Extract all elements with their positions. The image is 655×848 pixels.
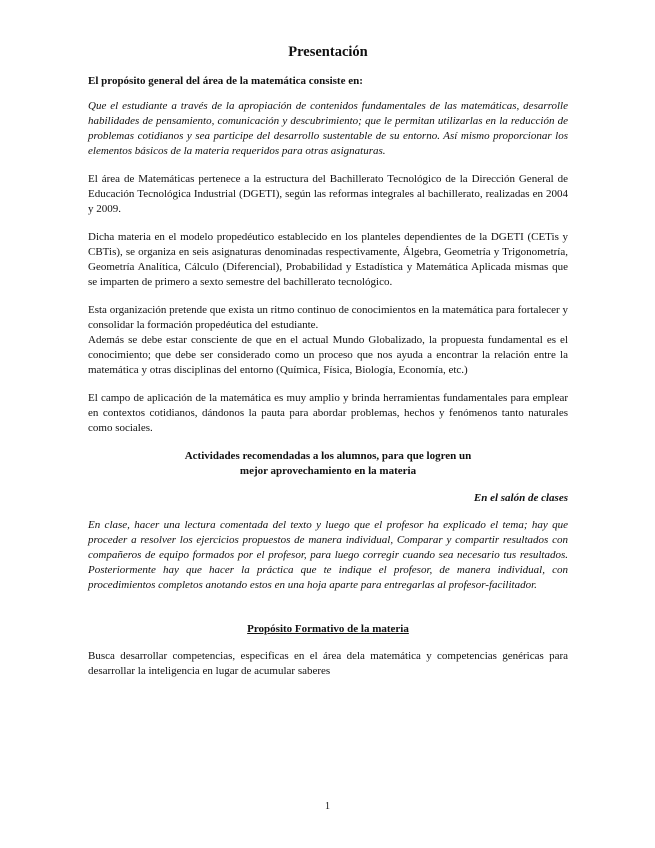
classroom-heading: En el salón de clases [473, 492, 568, 504]
activities-heading-line1: Actividades recomendadas a los alumnos, para que logren un [184, 450, 472, 462]
paragraph-organization: Esta organización pretende que exista un ritmo continuo de conocimientos en la matemática para fortalecer y consolidar la formación propedéutica del estudiante. [88, 304, 568, 331]
paragraph-globalization: Además se debe estar consciente de que en el actual Mundo Globalizado, la propuesta fundamental es el conocimiento; que debe ser considerado como un proceso que nos ayuda a encontrar la relación entre la matemática y otras disciplinas del entorno (Química, Física, Biología, Economía, etc.) [88, 334, 568, 376]
purpose-text: Que el estudiante a través de la apropiación de contenidos fundamentales de las matemáticas, desarrolle habilidades de pensamiento, comunicación y descubrimiento; que le permitan utilizarlas en la reducción de problemas cotidianos y sea participe del desarrollo sustentable de su entorno. Así mismo proporcionar los elementos básicos de la materia requeridos para otras asignaturas. [88, 100, 568, 157]
page-number: 1 [325, 801, 330, 812]
paragraph-structure: El área de Matemáticas pertenece a la estructura del Bachillerato Tecnológico de la Dirección General de Educación Tecnológica Industrial (DGETI), según las reformas integrales al bachillerato, realizadas en 2004 y 2009. [88, 173, 568, 215]
page-title: Presentación [288, 44, 368, 60]
paragraph-subjects: Dicha materia en el modelo propedéutico establecido en los planteles dependientes de la DGETI (CETis y CBTis), se organiza en seis asignaturas denominadas respectivamente, Álgebra, Geometría y Trigonometría, Geometría Analítica, Cálculo (Diferencial), Probabilidad y Estadística y Matemática Aplicada mismas que se imparten de primero a sexto semestre del bachillerato tecnológico. [88, 231, 568, 288]
purpose-heading: El propósito general del área de la matemática consiste en: [88, 75, 363, 87]
activities-heading [88, 449, 568, 479]
classroom-text: En clase, hacer una lectura comentada del texto y luego que el profesor ha explicado el tema; hay que proceder a resolver los ejercicios propuestos de manera individual, Comparar y compartir resultados con compañeros de equipo formados por el profesor, para luego corregir cuando sea necesario tus resultados. Posteriormente hay que hacer la práctica que te indique el profesor, de manera individual, con procedimientos completos anotando estos en una hoja aparte para entregarlas al profesor-facilitador. [88, 519, 568, 591]
formative-heading: Propósito Formativo de la materia [247, 623, 409, 635]
formative-text: Busca desarrollar competencias, especificas en el área dela matemática y competencias genéricas para desarrollar la inteligencia en lugar de acumular saberes [88, 650, 568, 677]
paragraph-application: El campo de aplicación de la matemática es muy amplio y brinda herramientas fundamentales para emplear en contextos cotidianos, dándonos la pauta para abordar problemas, hechos y fenómenos tanto naturales como sociales. [88, 392, 568, 434]
document-page [88, 44, 568, 692]
activities-heading-line2: mejor aprovechamiento en la materia [239, 465, 417, 477]
